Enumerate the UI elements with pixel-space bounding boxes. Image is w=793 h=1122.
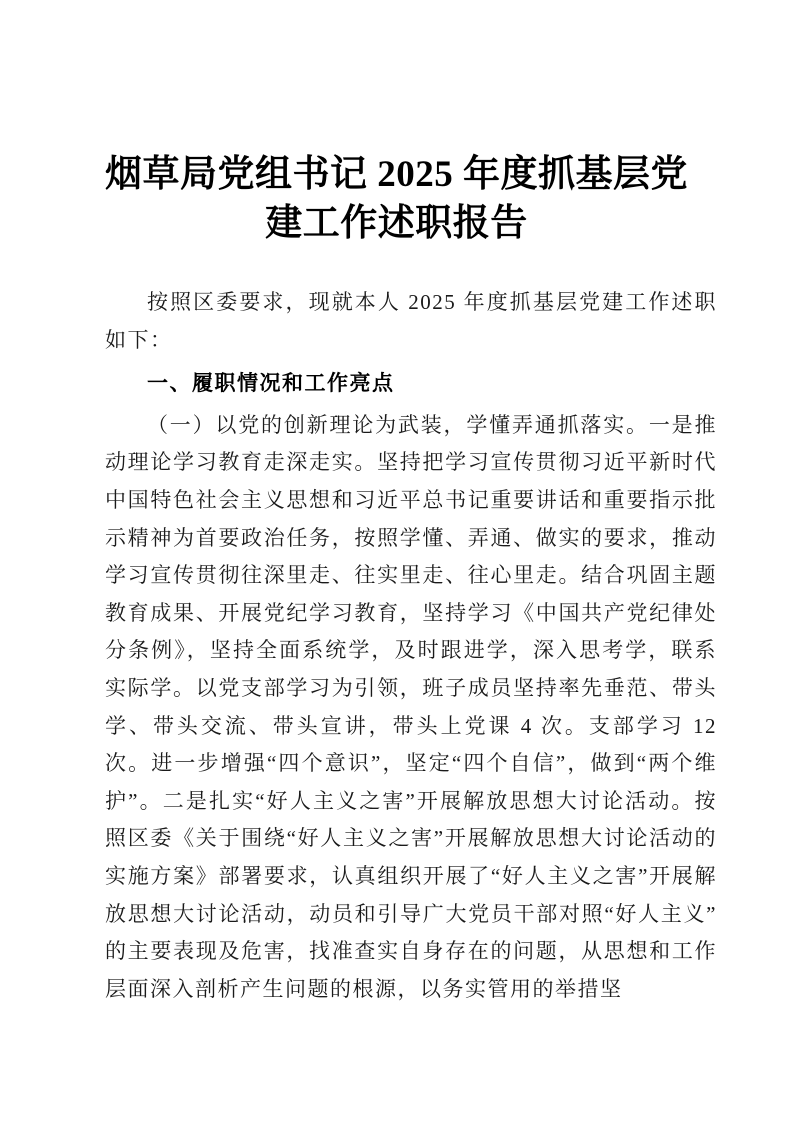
document-title — [0, 0, 793, 248]
document-title-line-2: 建工作述职报告 — [265, 203, 528, 244]
document-title-line-1: 烟草局党组书记 2025 年度抓基层党 — [105, 154, 688, 195]
paragraph-intro: 按照区委要求，现就本人 2025 年度抓基层党建工作述职如下： — [105, 290, 717, 352]
paragraph-section-1-content: （一）以党的创新理论为武装，学懂弄通抓落实。一是推动理论学习教育走深走实。坚持把学习宣传贯彻习近平新时代中国特色社会主义思想和习近平总书记重要讲话和重要指示批示精神为首要政治任务，按照学懂、弄通、做实的要求，推动学习宣传贯彻往深里走、往实里走、往心里走。结合巩固主题教育成果、开展党纪学习教育，坚持学习《中国共产党纪律处分条例》，坚持全面系统学，及时跟进学，深入思考学，联系实际学。以党支部学习为引领，班子成员坚持率先垂范、带头学、带头交流、带头宣讲，带头上党课 4 次。支部学习 12 次。进一步增强“四个意识”，坚定“四个自信”，做到“两个维护”。二是扎实“好人主义之害”开展解放思想大讨论活动。按照区委《关于围绕“好人主义之害”开展解放思想大讨论活动的实施方案》部署要求，认真组织开展了“好人主义之害”开展解放思想大讨论活动，动员和引导广大党员干部对照“好人主义”的主要表现及危害，找准查实自身存在的问题，从思想和工作层面深入剖析产生问题的根源，以务实管用的举措坚 — [105, 412, 717, 1001]
section-heading-1: 一、履职情况和工作亮点 — [147, 371, 395, 396]
document-body — [105, 284, 717, 1008]
